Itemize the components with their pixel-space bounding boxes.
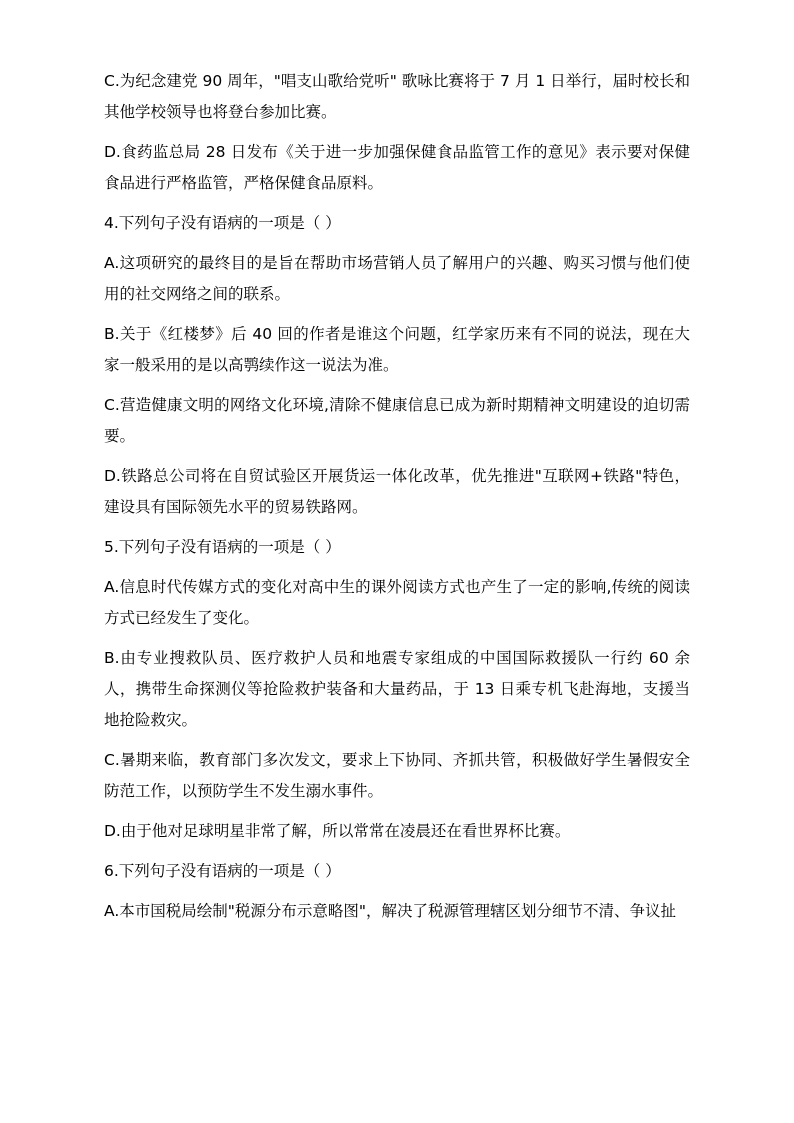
option-d-q5: D.由于他对足球明星非常了解，所以常常在凌晨还在看世界杯比赛。 — [104, 822, 571, 840]
option-c-q4: C.营造健康文明的网络文化环境,清除不健康信息已成为新时期精神文明建设的迫切需要。 — [104, 396, 690, 445]
option-c-q5: C.暑期来临，教育部门多次发文，要求上下协同、齐抓共管，积极做好学生暑假安全防范工作，以预防学生不发生溺水事件。 — [104, 751, 690, 800]
option-a-q5: A.信息时代传媒方式的变化对高中生的课外阅读方式也产生了一定的影响,传统的阅读方式已经发生了变化。 — [104, 578, 690, 627]
question-5: 5.下列句子没有语病的一项是（ ） — [104, 538, 341, 556]
option-a-q4: A.这项研究的最终目的是旨在帮助市场营销人员了解用户的兴趣、购买习惯与他们使用的社交网络之间的联系。 — [104, 254, 690, 303]
option-d-q3: D.食药监总局 28 日发布《关于进一步加强保健食品监管工作的意见》表示要对保健食品进行严格监管，严格保健食品原料。 — [104, 143, 690, 192]
document-page — [104, 66, 690, 936]
option-b-q4: B.关于《红楼梦》后 40 回的作者是谁这个问题，红学家历来有不同的说法，现在大家一般采用的是以高鹗续作这一说法为准。 — [104, 325, 690, 374]
question-6: 6.下列句子没有语病的一项是（ ） — [104, 862, 341, 880]
option-c-q3: C.为纪念建党 90 周年，"唱支山歌给党听" 歌咏比赛将于 7 月 1 日举行，届时校长和其他学校领导也将登台参加比赛。 — [104, 72, 690, 121]
option-a-q6: A.本市国税局绘制"税源分布示意略图"，解决了税源管理辖区划分细节不清、争议扯 — [104, 902, 677, 920]
option-d-q4: D.铁路总公司将在自贸试验区开展货运一体化改革，优先推进"互联网+铁路"特色，建设具有国际领先水平的贸易铁路网。 — [104, 467, 690, 516]
option-b-q5: B.由专业搜救队员、医疗救护人员和地震专家组成的中国国际救援队一行约 60 余人，携带生命探测仪等抢险救护装备和大量药品，于 13 日乘专机飞赴海地，支援当地抢险救灾。 — [104, 649, 690, 729]
question-4: 4.下列句子没有语病的一项是（ ） — [104, 214, 341, 232]
